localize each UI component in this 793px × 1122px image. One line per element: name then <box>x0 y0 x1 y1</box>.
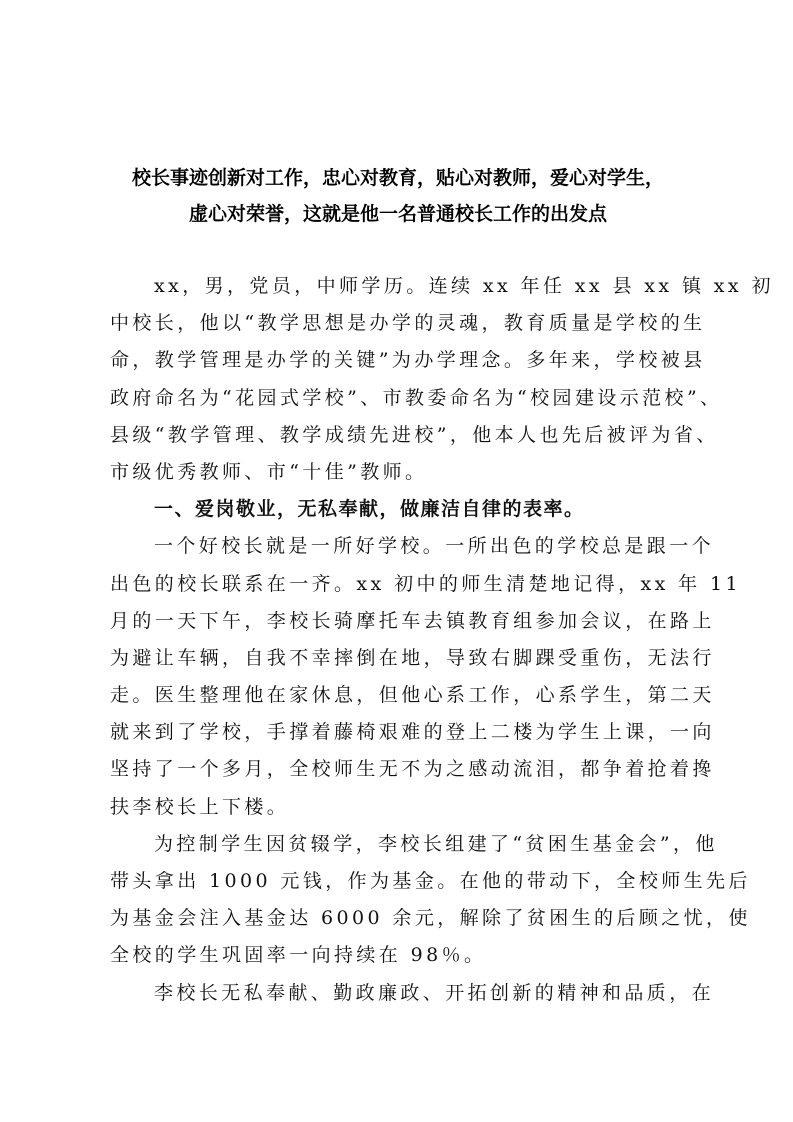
body-line: xx，男，党员，中师学历。连续 xx 年任 xx 县 xx 镇 xx 初 <box>154 275 774 297</box>
section-heading: 一、爱岗敬业，无私奉献，做廉洁自律的表率。 <box>154 498 585 521</box>
body-line: 扶李校长上下楼。 <box>110 795 290 818</box>
body-line: 市级优秀教师、市“十佳”教师。 <box>110 460 428 483</box>
body-line: 李校长无私奉献、勤政廉政、开拓创新的精神和品质，在 <box>154 981 715 1004</box>
body-line: 坚持了一个多月，全校师生无不为之感动流泪，都争着抢着搀 <box>110 758 715 781</box>
body-line: 全校的学生巩固率一向持续在 98％。 <box>110 944 487 967</box>
body-line: 一个好校长就是一所好学校。一所出色的学校总是跟一个 <box>154 535 715 558</box>
body-line: 政府命名为“花园式学校”、市教委命名为“校园建设示范校”、 <box>110 386 723 409</box>
body-line: 中校长，他以“教学思想是办学的灵魂，教育质量是学校的生 <box>110 312 706 335</box>
document-body <box>110 268 774 1012</box>
body-line: 为基金会注入基金达 6000 余元，解除了贫困生的后顾之忧，使 <box>110 907 751 930</box>
body-line: 带头拿出 1000 元钱，作为基金。在他的带动下，全校师生先后 <box>110 870 751 892</box>
body-line: 就来到了学校，手撑着藤椅艰难的登上二楼为学生上课，一向 <box>110 721 715 744</box>
body-line: 月的一天下午，李校长骑摩托车去镇教育组参加会议，在路上 <box>110 609 715 632</box>
body-line: 命，教学管理是办学的关键”为办学理念。多年来，学校被县 <box>110 349 706 372</box>
title-line-2: 虚心对荣誉，这就是他一名普通校长工作的出发点 <box>188 203 607 225</box>
body-line: 为控制学生因贫辍学，李校长组建了“贫困生基金会”，他 <box>154 832 718 855</box>
body-line: 走。医生整理他在家休息，但他心系工作，心系学生，第二天 <box>110 684 715 707</box>
body-line: 为避让车辆，自我不幸摔倒在地，导致右脚踝受重伤，无法行 <box>110 646 715 669</box>
body-line: 出色的校长联系在一齐。xx 初中的师生清楚地记得，xx 年 11 <box>110 572 741 595</box>
body-line: 县级“教学管理、教学成绩先进校”，他本人也先后被评为省、 <box>110 423 719 446</box>
title-line-1: 校长事迹创新对工作，忠心对教育，贴心对教师，爱心对学生， <box>131 167 664 189</box>
document-title <box>100 160 696 232</box>
